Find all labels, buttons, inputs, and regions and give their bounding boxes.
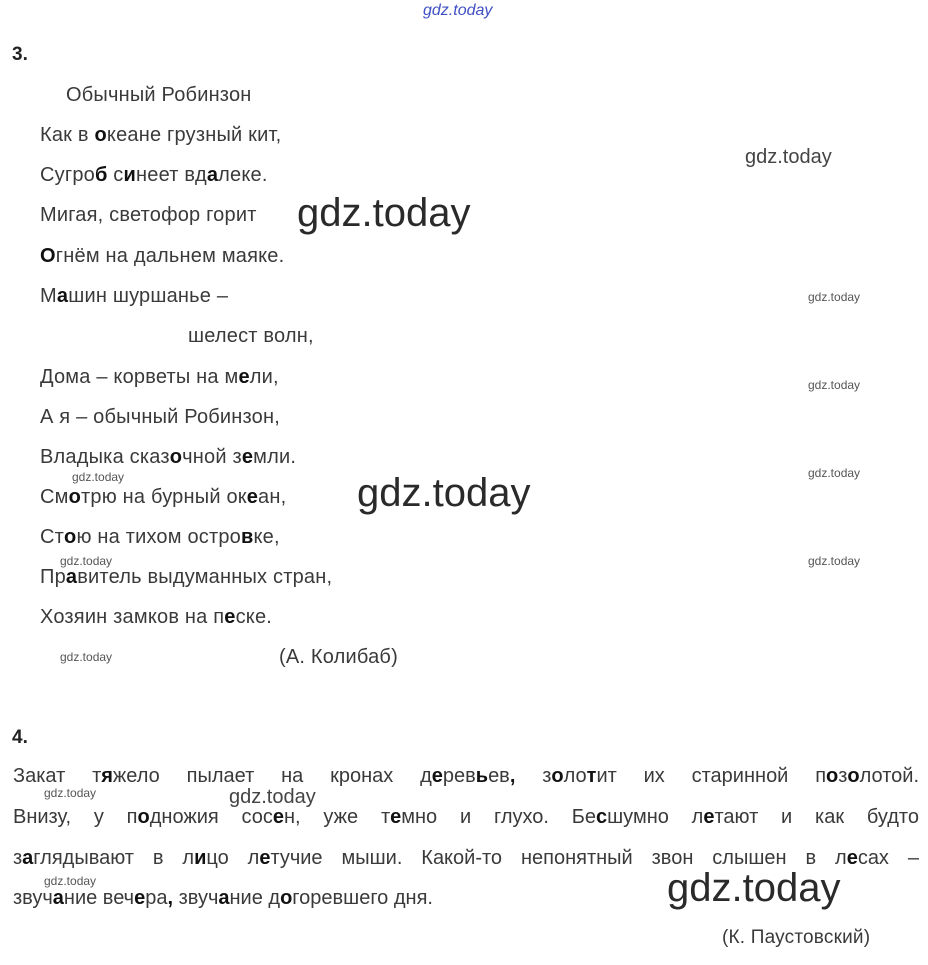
poem-line: Мигая, светофор горит xyxy=(40,204,257,226)
watermark: gdz.today xyxy=(44,786,97,800)
poem-line: Владыка сказочной земли. xyxy=(40,446,297,468)
watermark: gdz.today xyxy=(72,470,125,484)
prose-line: звучание вечера, звучание догоревшего дня. xyxy=(13,887,433,909)
prose-line: заглядывают в лицо летучие мыши. Какой-то непонятный звон слышен в лесах – xyxy=(13,847,919,869)
poem-line: шелест волн, xyxy=(188,325,314,347)
poem-line: Правитель выдуманных стран, xyxy=(40,566,333,588)
poem-line: Машин шуршанье – xyxy=(40,285,229,307)
poem-line: Стою на тихом островке, xyxy=(40,526,280,548)
watermark: gdz.today xyxy=(357,471,531,515)
watermark: gdz.today xyxy=(44,874,97,888)
watermark: gdz.today xyxy=(808,290,861,304)
poem-line: Дома – корветы на мели, xyxy=(40,366,279,388)
prose-line: Внизу, у подножия сосен, уже темно и глухо. Бесшумно летают и как будто xyxy=(13,806,919,828)
watermark: gdz.today xyxy=(667,866,841,910)
watermark: gdz.today xyxy=(297,191,471,235)
prose-author: (К. Паустовский) xyxy=(722,927,871,948)
poem-title: Обычный Робинзон xyxy=(66,84,252,106)
prose-line: Закат тяжело пылает на кронах деревьев, золотит их старинной позолотой. xyxy=(13,765,920,787)
task-4-number: 4. xyxy=(12,727,28,748)
poem-line: Огнём на дальнем маяке. xyxy=(40,245,285,267)
watermark: gdz.today xyxy=(60,554,113,568)
watermark: gdz.today xyxy=(808,554,861,568)
poem-line: Как в океане грузный кит, xyxy=(40,124,282,146)
watermark: gdz.today xyxy=(808,378,861,392)
poem-line: Смотрю на бурный океан, xyxy=(40,486,287,508)
watermark: gdz.today xyxy=(808,466,861,480)
watermark-top: gdz.today xyxy=(423,2,493,19)
poem-author: (А. Колибаб) xyxy=(279,646,398,668)
poem-line: Хозяин замков на песке. xyxy=(40,606,273,628)
watermark: gdz.today xyxy=(229,786,316,808)
watermark: gdz.today xyxy=(60,650,113,664)
watermark: gdz.today xyxy=(745,146,832,168)
poem-line: Сугроб синеет вдалеке. xyxy=(40,164,268,186)
poem-line: А я – обычный Робинзон, xyxy=(40,406,281,428)
task-3-number: 3. xyxy=(12,44,28,65)
